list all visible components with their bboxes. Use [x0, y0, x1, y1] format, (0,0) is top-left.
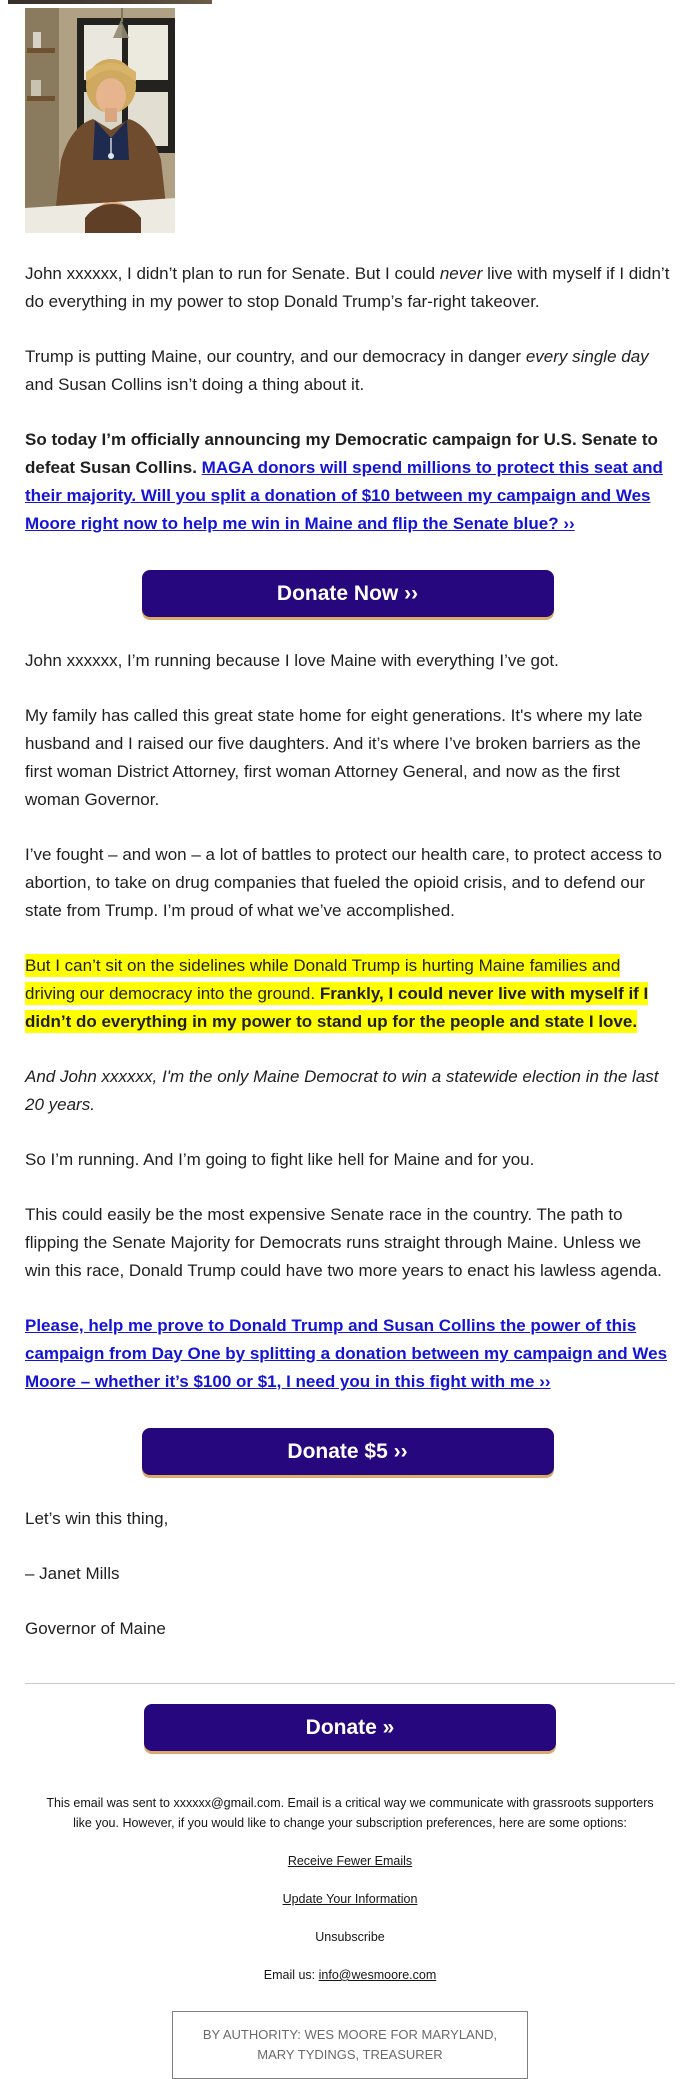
paragraph-please-help [25, 1312, 670, 1396]
text-segment: Trump is putting Maine, our country, and our democracy in danger [25, 347, 526, 366]
authority-line-2: MARY TYDINGS, TREASURER [257, 2047, 443, 2062]
footer-divider [25, 1683, 675, 1684]
paragraph-intro [25, 260, 670, 316]
paragraph-running-because: John xxxxxx, I’m running because I love Maine with everything I’ve got. [25, 651, 559, 670]
donate-now-button[interactable]: Donate Now ›› [142, 570, 554, 617]
authority-disclaimer-box [172, 2011, 528, 2079]
footer-email-row [40, 1965, 660, 1985]
update-information-link[interactable]: Update Your Information [282, 1892, 418, 1906]
text-segment: and Susan Collins isn’t doing a thing about it. [25, 375, 365, 394]
signature-closing: Let’s win this thing, [25, 1509, 169, 1528]
paragraph-fought-and-won: I’ve fought – and won – a lot of battles to protect our health care, to protect access to abortion, to take on drug companies that fueled the opioid crisis, and to defend our state from Trump. I’m proud of what we’ve accomplished. [25, 845, 662, 920]
footer-link-row [40, 1889, 660, 1909]
text-segment: John xxxxxx, I didn’t plan to run for Senate. But I could [25, 264, 440, 283]
footer-link-row [40, 1927, 660, 1947]
receive-fewer-emails-link[interactable]: Receive Fewer Emails [287, 1854, 413, 1868]
footer [0, 1793, 700, 2079]
signature-name: – Janet Mills [25, 1564, 120, 1583]
text-segment: live with myself if I didn’t do everything in my power to stop Donald Trump’s far-right takeover. [25, 264, 670, 311]
paragraph-trump-danger [25, 343, 670, 399]
paragraph-only-democrat: And John xxxxxx, I'm the only Maine Democrat to win a statewide election in the last 20 years. [25, 1067, 659, 1114]
emphasis-never: never [439, 264, 483, 283]
contact-email-link[interactable]: info@wesmoore.com [318, 1968, 437, 1982]
email-us-label: Email us: [263, 1968, 319, 1982]
paragraph-highlighted [25, 952, 670, 1036]
highlight-text: But I can’t sit on the sidelines while Donald Trump is hurting Maine families and driving our democracy into the ground. [25, 956, 621, 1003]
split-donation-link-2[interactable]: Please, help me prove to Donald Trump and Susan Collins the power of this campaign from Day One by splitting a donation between my campaign and Wes Moore – whether it’s $100 or $1, I need you in this fight with me ›› [25, 1316, 668, 1391]
paragraph-expensive-race: This could easily be the most expensive Senate race in the country. The path to flipping the Senate Majority for Democrats runs straight through Maine. Unless we win this race, Donald Trump could have two more years to enact his lawless agenda. [25, 1205, 662, 1280]
candidate-photo [25, 8, 175, 233]
signature-title: Governor of Maine [25, 1619, 166, 1638]
donate-footer-button[interactable]: Donate » [144, 1704, 556, 1751]
footer-link-row [40, 1851, 660, 1871]
paragraph-family-history: My family has called this great state home for eight generations. It's where my late husband and I raised our five daughters. And it’s where I’ve broken barriers as the first woman District Attorney, first woman Attorney General, and now as the first woman Governor. [25, 706, 643, 809]
footer-notice: This email was sent to xxxxxx@gmail.com. Email is a critical way we communicate with grassroots supporters like you. However, if you would like to change your subscription preferences, here are some options: [46, 1796, 654, 1830]
split-donation-link[interactable]: MAGA donors will spend millions to protect this seat and their majority. Will you split a donation of $10 between my campaign and Wes Moore right now to help me win in Maine and flip the Senate blue? ›› [25, 458, 663, 533]
unsubscribe-link[interactable]: Unsubscribe [315, 1930, 385, 1944]
highlight-bold-text: Frankly, I could never live with myself if I didn’t do everything in my power to stand up for the people and state I love. [25, 984, 649, 1031]
emphasis-every-single-day: every single day [525, 347, 649, 366]
cropped-image-edge [8, 0, 212, 4]
announcement-bold-text: So today I’m officially announcing my Democratic campaign for U.S. Senate to defeat Susan Collins. [25, 430, 658, 477]
paragraph-announcement [25, 426, 670, 538]
donate-5-button[interactable]: Donate $5 ›› [142, 1428, 554, 1475]
paragraph-so-im-running: So I’m running. And I’m going to fight like hell for Maine and for you. [25, 1150, 535, 1169]
authority-line-1: BY AUTHORITY: WES MOORE FOR MARYLAND, [202, 2027, 498, 2042]
